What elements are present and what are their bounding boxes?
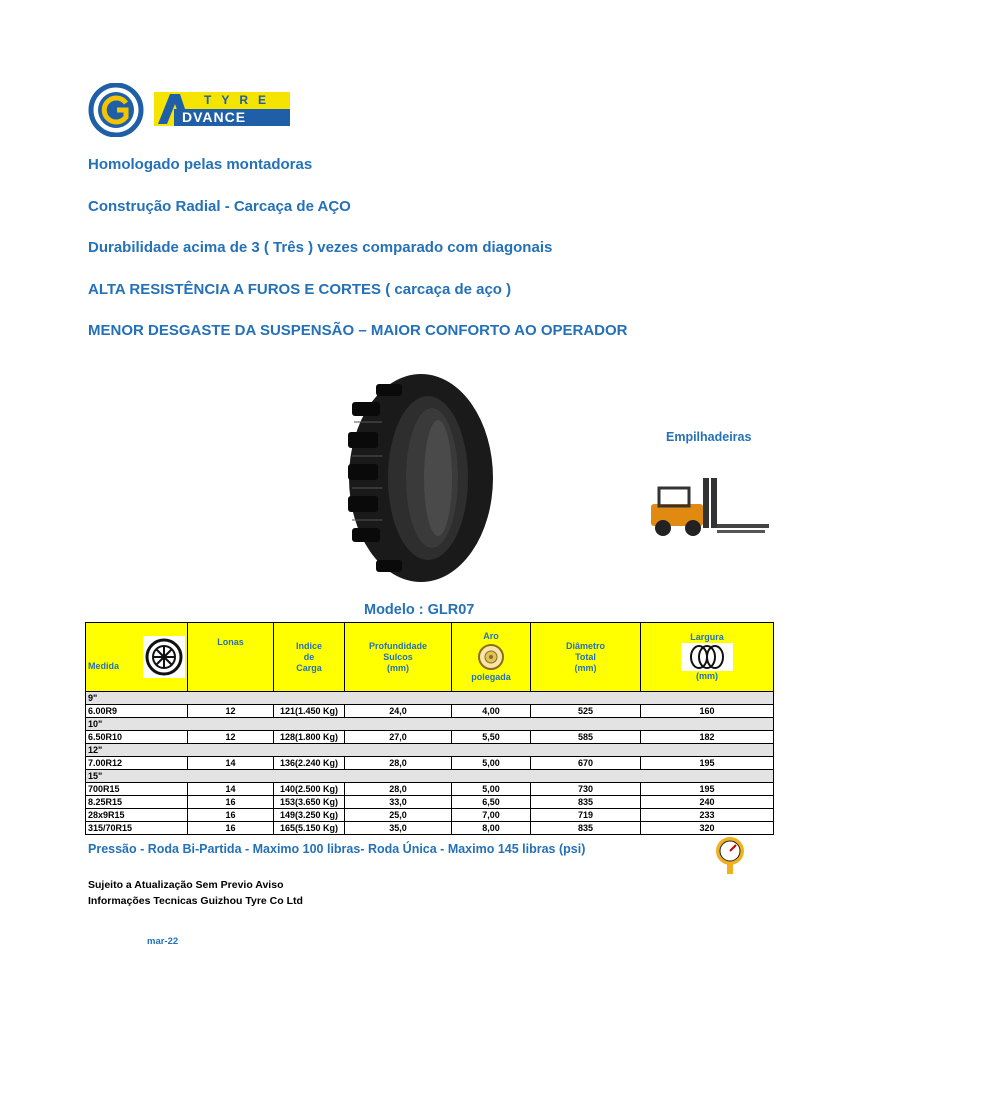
group-label: 15" xyxy=(86,770,774,783)
cell-prof: 24,0 xyxy=(345,705,452,718)
table-row xyxy=(86,822,774,835)
header-aro-line: Aro xyxy=(483,631,499,641)
header-diam-line: Diâmetro xyxy=(565,640,605,651)
disclaimer-line: Informações Tecnicas Guizhou Tyre Co Ltd xyxy=(88,895,303,907)
header-larg-line: (mm) xyxy=(696,671,718,681)
cell-aro: 5,00 xyxy=(452,757,531,770)
cell-aro: 7,00 xyxy=(452,809,531,822)
cell-diam: 525 xyxy=(531,705,641,718)
spec-table xyxy=(85,622,774,835)
cell-diam: 835 xyxy=(531,822,641,835)
cell-medida: 8.25R15 xyxy=(86,796,188,809)
cell-medida: 28x9R15 xyxy=(86,809,188,822)
header-lonas xyxy=(188,623,274,692)
table-row xyxy=(86,796,774,809)
table-header-row xyxy=(86,623,774,692)
cell-indice: 153(3.650 Kg) xyxy=(274,796,345,809)
cell-prof: 27,0 xyxy=(345,731,452,744)
header-medida-label: Medida xyxy=(88,661,120,671)
cell-diam: 670 xyxy=(531,757,641,770)
cell-indice: 165(5.150 Kg) xyxy=(274,822,345,835)
header-largura xyxy=(641,623,774,692)
date-label: mar-22 xyxy=(147,936,179,947)
cell-lonas: 16 xyxy=(188,822,274,835)
cell-lonas: 16 xyxy=(188,796,274,809)
disclaimer-line: Sujeito a Atualização Sem Previo Aviso xyxy=(88,879,284,891)
logo-text-tyre: TYRE xyxy=(204,93,277,107)
table-row xyxy=(86,731,774,744)
header-indice-line: Carga xyxy=(296,662,322,673)
header-prof-line: Profundidade xyxy=(369,640,427,651)
cell-larg: 233 xyxy=(641,809,774,822)
cell-larg: 320 xyxy=(641,822,774,835)
table-group-row xyxy=(86,744,774,757)
header-prof-line: Sulcos xyxy=(383,651,413,662)
table-row xyxy=(86,705,774,718)
cell-medida: 700R15 xyxy=(86,783,188,796)
logo-text-advance: DVANCE xyxy=(182,109,247,125)
cell-aro: 4,00 xyxy=(452,705,531,718)
cell-lonas: 14 xyxy=(188,757,274,770)
cell-aro: 5,00 xyxy=(452,783,531,796)
group-label: 9" xyxy=(86,692,774,705)
table-row xyxy=(86,809,774,822)
table-row xyxy=(86,757,774,770)
cell-larg: 240 xyxy=(641,796,774,809)
cell-medida: 6.50R10 xyxy=(86,731,188,744)
cell-lonas: 14 xyxy=(188,783,274,796)
cell-medida: 6.00R9 xyxy=(86,705,188,718)
feature-line: Durabilidade acima de 3 ( Três ) vezes comparado com diagonais xyxy=(88,239,553,256)
cell-indice: 121(1.450 Kg) xyxy=(274,705,345,718)
cell-medida: 7.00R12 xyxy=(86,757,188,770)
cell-aro: 6,50 xyxy=(452,796,531,809)
header-lonas-label: Lonas xyxy=(217,637,244,647)
category-label: Empilhadeiras xyxy=(666,430,752,444)
pressure-gauge-icon xyxy=(714,836,746,876)
cell-aro: 8,00 xyxy=(452,822,531,835)
table-group-row xyxy=(86,692,774,705)
model-title: Modelo : GLR07 xyxy=(364,602,475,618)
cell-indice: 136(2.240 Kg) xyxy=(274,757,345,770)
cell-diam: 585 xyxy=(531,731,641,744)
cell-prof: 28,0 xyxy=(345,783,452,796)
advance-logo xyxy=(154,92,290,126)
group-label: 12" xyxy=(86,744,774,757)
feature-line: ALTA RESISTÊNCIA A FUROS E CORTES ( carcaça de aço ) xyxy=(88,281,512,298)
cell-medida: 315/70R15 xyxy=(86,822,188,835)
table-row xyxy=(86,783,774,796)
cell-lonas: 12 xyxy=(188,731,274,744)
cell-larg: 195 xyxy=(641,757,774,770)
table-group-row xyxy=(86,770,774,783)
header-diametro xyxy=(531,623,641,692)
cell-prof: 35,0 xyxy=(345,822,452,835)
cell-diam: 835 xyxy=(531,796,641,809)
header-larg-line: Largura xyxy=(690,632,724,642)
feature-line: Homologado pelas montadoras xyxy=(88,156,313,173)
header-indice xyxy=(274,623,345,692)
header-indice-line: de xyxy=(303,651,315,662)
cell-diam: 730 xyxy=(531,783,641,796)
cell-lonas: 12 xyxy=(188,705,274,718)
cell-prof: 25,0 xyxy=(345,809,452,822)
cell-indice: 149(3.250 Kg) xyxy=(274,809,345,822)
forklift-image xyxy=(645,476,770,538)
pressure-note: Pressão - Roda Bi-Partida - Maximo 100 libras- Roda Única - Maximo 145 libras (psi) xyxy=(88,842,586,856)
cell-larg: 195 xyxy=(641,783,774,796)
tyre-image xyxy=(346,372,496,584)
cell-indice: 140(2.500 Kg) xyxy=(274,783,345,796)
cell-prof: 28,0 xyxy=(345,757,452,770)
cell-indice: 128(1.800 Kg) xyxy=(274,731,345,744)
header-diam-line: (mm) xyxy=(574,662,597,673)
cell-larg: 182 xyxy=(641,731,774,744)
cell-aro: 5,50 xyxy=(452,731,531,744)
feature-line: Construção Radial - Carcaça de AÇO xyxy=(88,198,351,215)
header-aro-line: polegada xyxy=(471,672,511,682)
header-indice-line: Indice xyxy=(295,640,322,651)
rim-icon xyxy=(477,642,505,672)
feature-line: MENOR DESGASTE DA SUSPENSÃO – MAIOR CONFORTO AO OPERADOR xyxy=(88,322,628,339)
header-aro xyxy=(452,623,531,692)
group-label: 10" xyxy=(86,718,774,731)
table-group-row xyxy=(86,718,774,731)
tyre-width-icon xyxy=(681,643,733,671)
header-prof-line: (mm) xyxy=(387,662,409,673)
header-diam-line: Total xyxy=(575,651,596,662)
header-medida xyxy=(86,623,188,692)
cell-larg: 160 xyxy=(641,705,774,718)
gt-logo-icon xyxy=(88,83,144,137)
header-profundidade xyxy=(345,623,452,692)
wheel-icon xyxy=(143,636,185,678)
cell-diam: 719 xyxy=(531,809,641,822)
cell-lonas: 16 xyxy=(188,809,274,822)
cell-prof: 33,0 xyxy=(345,796,452,809)
